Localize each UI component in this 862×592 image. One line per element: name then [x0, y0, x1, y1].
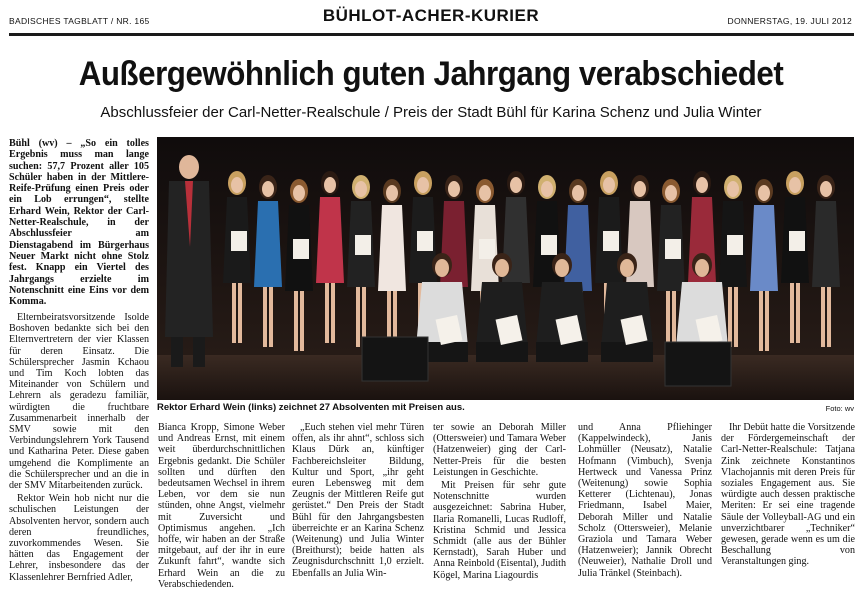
header-rule	[9, 33, 854, 36]
newspaper-section-title: BÜHLOT-ACHER-KURIER	[322, 6, 540, 25]
group-photo	[157, 137, 854, 400]
page-header	[0, 4, 862, 28]
paragraph: ter sowie an Deborah Miller (Ottersweier) und Tamara Weber (Hatzenweier) ging der Carl-Netter-Preis für die besten Leistungen in Geschichte.	[433, 422, 566, 478]
paragraph: Ihr Debüt hatte die Vorsitzende der Fördergemeinschaft der Carl-Netter-Realschule: Tatjana Zink zeichnete Konstantinos Vlachojannis mit deren Preis für soziales Engagement aus. Sie würdigte auch dessen praktische Meriten: Er sei eine tragende Säule der Volleyball-AG und ein unverzichtbarer „Techniker“ gewesen, gerade wenn es um die Beschallung von Veranstaltungen ging.	[721, 422, 855, 568]
column-2	[158, 422, 285, 592]
photo-caption: Rektor Erhard Wein (links) zeichnet 27 Absolventen mit Preisen aus.	[157, 402, 465, 413]
paragraph: „Euch stehen viel mehr Türen offen, als ihr ahnt“, schloss sich Klaus Dürk an, künftiger Fachbereichsleiter Bildung, Kultur und Sport, „ihr geht euren Lebensweg mit dem Zeugnis der Mittleren Reife gut gerüstet.“ Den Preis der Stadt Bühl für den Jahrgangsbesten überreichte er an Karina Schenz (Weitenung) und Julia Winter (Breithurst); beide hatten als Zeugnisdurchschnitt 1,0 erzielt. Ebenfalls an Julia Win-	[292, 422, 424, 579]
article-subheadline: Abschlussfeier der Carl-Netter-Realschule / Preis der Stadt Bühl für Karina Schenz und Julia Winter	[100, 104, 762, 121]
paragraph: Bianca Kropp, Simone Weber und Andreas Ernst, mit einem weit überdurchschnittlichen Ergebnis gedankt. Die Schüler sollten und dürften den bedeutsamen Wechsel in ihrem Leben, vor dem sie nun stünden, ohne Angst, vielmehr mit Zuversicht und Optimismus angehen. „Ich hoffe, wir haben an der Straße mitgebaut, auf der ihr in eure Zukunft fahrt“, wandte sich Erhard Wein an die zu Verabschiedenden.	[158, 422, 285, 590]
column-4	[433, 422, 566, 583]
issue-date: DONNERSTAG, 19. JULI 2012	[727, 16, 852, 26]
photo-credit: Foto: wv	[825, 404, 854, 413]
intro-text: Bühl (wv) – „So ein tolles Ergebnis muss man lange suchen: 57,7 Prozent aller 105 Schüler haben in der Mittlere-Reife-Prüfung einen Preis oder ein Lob errungen“, stellte Erhard Wein, Rektor der Carl-Netter-Realschule, in der Abschlussfeier am Dienstagabend im Bürgerhaus Neuer Markt nicht ohne Stolz fest. Knapp ein Viertel des Jahrgangs erzielte im Notenschnitt eine Eins vor dem Komma.	[9, 138, 149, 308]
paragraph: Rektor Wein hob nicht nur die schulischen Leistungen der Absolventen hervor, sondern auch deren freundliches, zuvorkommendes Wesen. Sie hätten das Engagement der Lehrer, insbesondere das der Klassenlehrer Bernfried Adler,	[9, 493, 149, 583]
column-5	[578, 422, 712, 581]
column-3	[292, 422, 424, 581]
paragraph: und Anna Pfliehinger (Kappelwindeck), Janis Lohmüller (Neusatz), Natalie Hofmann (Vimbuch), Svenja Hertweck und Vanessa Prinz (Weitenung) sowie Sophia Ketterer (Lichtenau), Jonas Friedmann, Isabel Maier, Deborah Miller und Natalie Scholz (Ottersweier), Melanie Graziola und Tamara Weber (Hatzenweier); Jannik Obrecht (Neuweier), Nathalie Droll und Julia Tränkel (Steinbach).	[578, 422, 712, 579]
paragraph: Mit Preisen für sehr gute Notenschnitte wurden ausgezeichnet: Sabrina Huber, Ilaria Romanelli, Lucas Rudloff, Kristina Schmid und Jessica Schmidt (alle aus der Bühler Kernstadt), Sarah Huber und Anna Reinbold (Eisental), Judith Kögel, Marina Liagourdis	[433, 480, 566, 581]
column-1	[9, 312, 149, 585]
article-headline: Außergewöhnlich guten Jahrgang verabschiedet	[78, 55, 784, 93]
article-intro	[9, 138, 149, 307]
column-6	[721, 422, 855, 570]
newspaper-issue: BADISCHES TAGBLATT / NR. 165	[9, 16, 150, 26]
paragraph: Elternbeiratsvorsitzende Isolde Boshoven bedankte sich bei den Elternvertretern der vier Klassen für deren Einsatz. Die Schülersprecher Jasmin Kchaou und Tim Koch lobten das Miteinander von Schülern und Lehrern als geradezu familiär, würdigten die fruchtbare Zusammenarbeit innerhalb der SMV sowie mit den Verbindungslehrern York Tausend und Katharina Peter. Diese gaben umgehend die Komplimente an die Schülersprecher und an die in der SMV Mitarbeitenden zurück.	[9, 312, 149, 492]
group-photo-graphic	[157, 137, 854, 400]
